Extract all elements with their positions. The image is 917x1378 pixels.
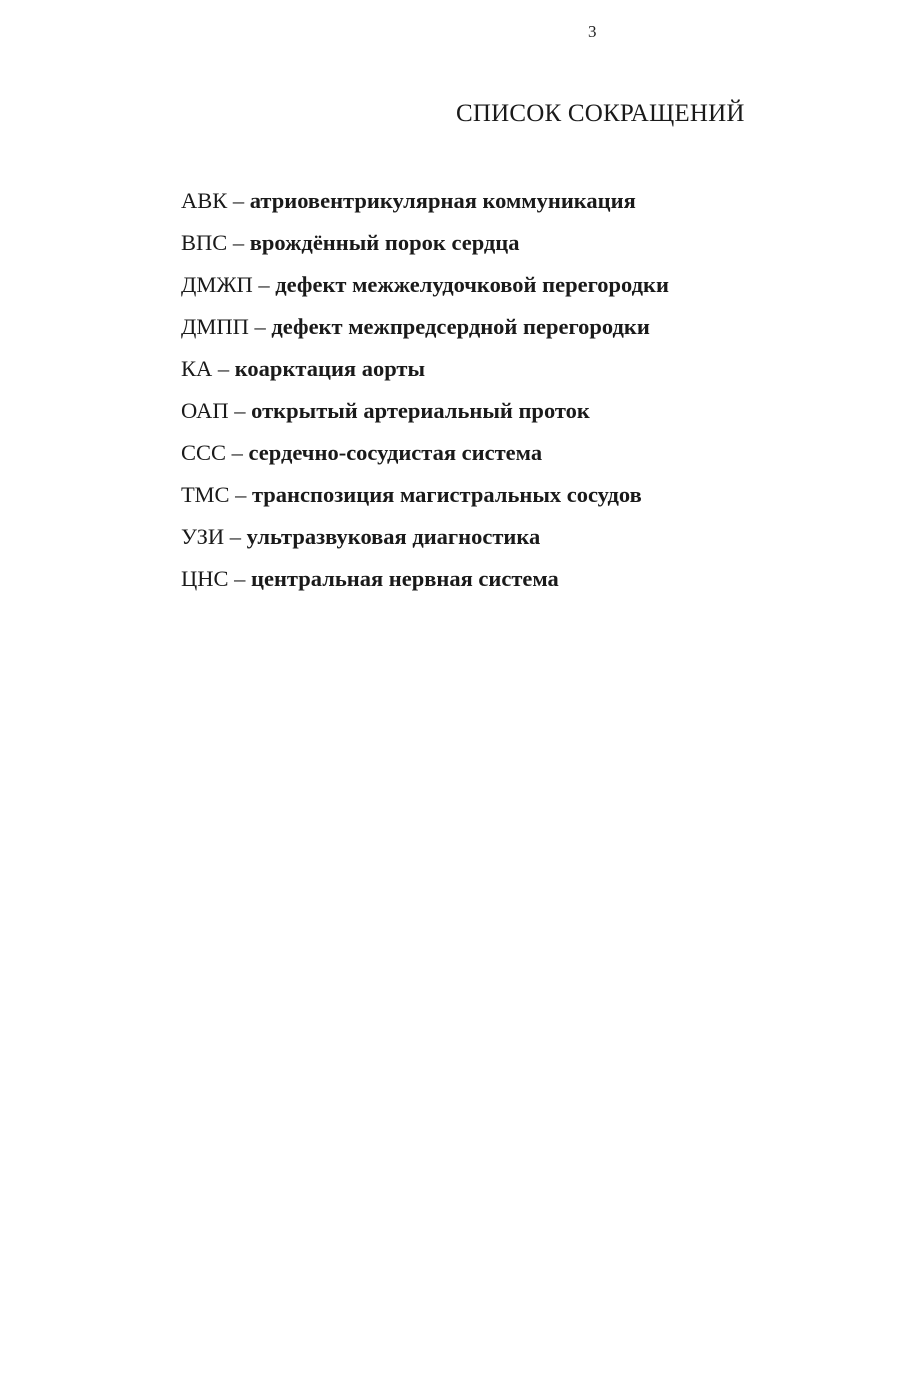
abbreviation-term: ДМЖП [181,272,253,297]
abbreviation-definition: сердечно-сосудистая система [248,440,543,465]
abbreviation-item [181,352,669,394]
abbreviation-separator: – [228,566,252,591]
page-number: 3 [588,22,597,41]
abbreviation-definition: дефект межжелудочковой перегородки [275,272,669,297]
abbreviation-definition: транспозиция магистральных сосудов [251,482,642,507]
abbreviation-item [181,184,669,226]
abbreviation-term: ЦНС [181,566,229,591]
abbreviation-item [181,268,669,310]
abbreviation-definition: атриовентрикулярная коммуникация [249,188,636,213]
abbreviation-item [181,310,669,352]
abbreviation-term: УЗИ [181,524,225,549]
abbreviation-separator: – [248,314,272,339]
abbreviation-term: АВК [181,188,228,213]
abbreviation-definition: ультразвуковая диагностика [246,524,541,549]
abbreviation-term: ВПС [181,230,228,255]
abbreviation-definition: коарктация аорты [234,356,426,381]
page-title: СПИСОК СОКРАЩЕНИЙ [456,100,745,127]
abbreviation-item [181,520,669,562]
abbreviation-item [181,226,669,268]
abbreviation-separator: – [227,230,250,255]
abbreviation-term: ОАП [181,398,229,423]
abbreviation-separator: – [229,482,252,507]
abbreviation-term: ТМС [181,482,230,507]
abbreviation-term: ССС [181,440,227,465]
abbreviation-definition: открытый артериальный проток [251,398,590,423]
abbreviation-separator: – [252,272,276,297]
abbreviation-definition: центральная нервная система [251,566,559,591]
abbreviation-separator: – [227,188,250,213]
abbreviation-definition: дефект межпредсердной перегородки [271,314,650,339]
abbreviation-separator: – [226,440,249,465]
abbreviation-item [181,436,669,478]
abbreviation-list [181,184,669,604]
abbreviation-definition: врождённый порок сердца [249,230,520,255]
abbreviation-item [181,562,669,604]
abbreviation-term: КА [181,356,213,381]
abbreviation-separator: – [224,524,247,549]
abbreviation-term: ДМПП [181,314,249,339]
abbreviation-item [181,478,669,520]
abbreviation-item [181,394,669,436]
abbreviation-separator: – [212,356,235,381]
abbreviation-separator: – [228,398,252,423]
